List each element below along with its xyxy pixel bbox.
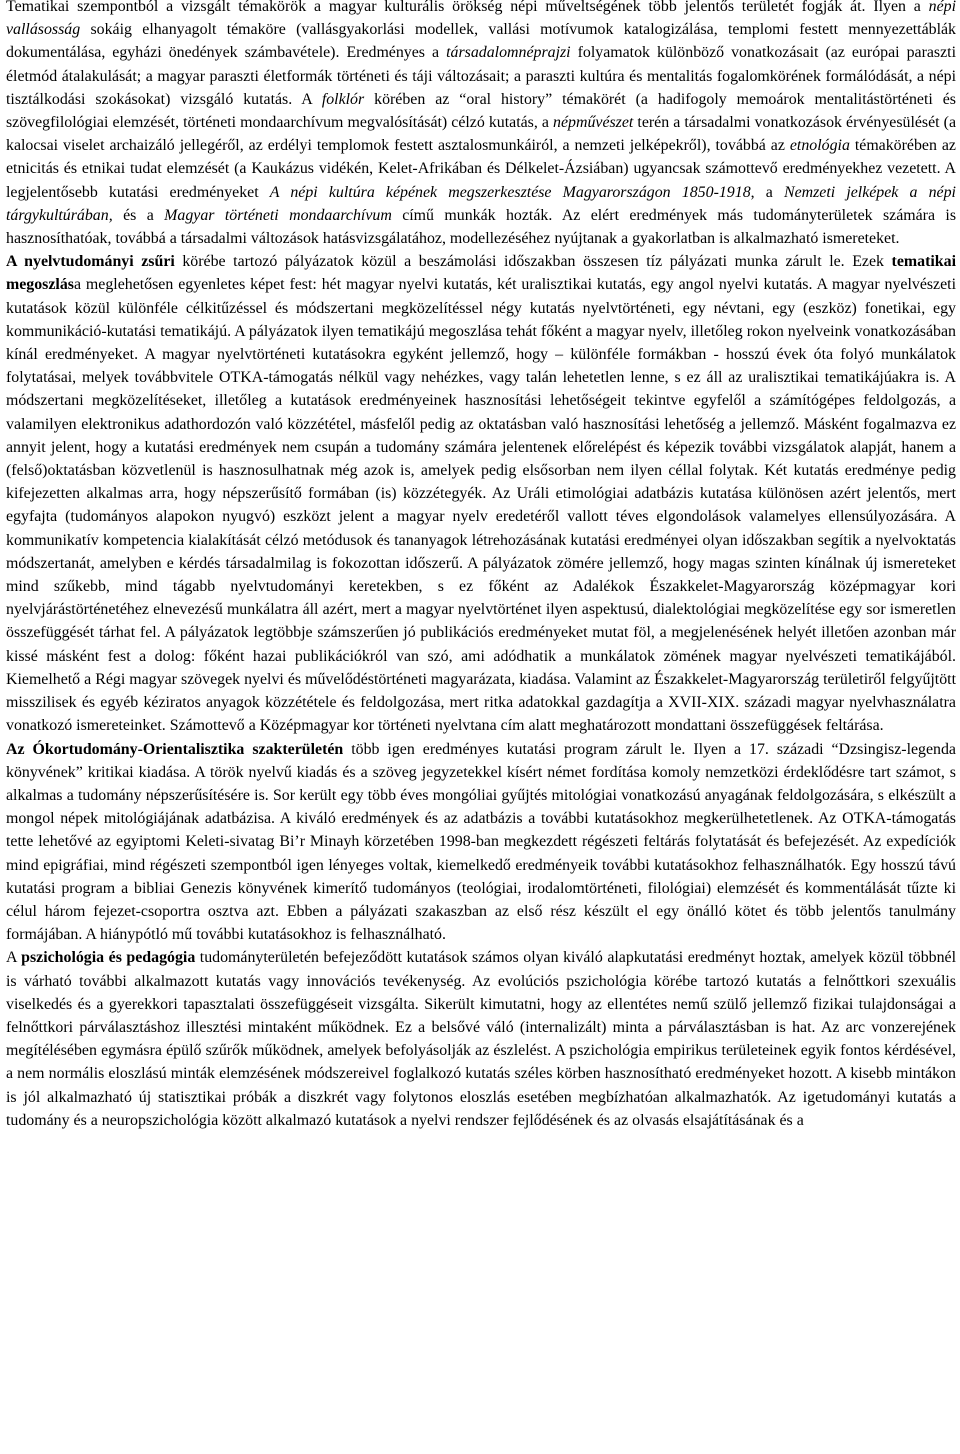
- text-run: több igen eredményes kutatási program zárult le. Ilyen a 17. századi “Dzsingisz-legenda könyvének” kritikai kiadása. A török nyelvű kiadás és a szöveg jegyzetekkel kísért német fordítása komoly nemzetközi érdeklődésre tart számot, s alkalmas a tudomány népszerűsítésére is. Sor került egy több éves mongóliai gyűjtés mitológiai vonatkozású anyagának feldolgozására, s elkészült a mongol népek mitológiájának adatbázisa. A kiváló eredmények és az adatbázis a további kutatásokhoz megkerülhetetlenek. Az OTKA-támogatás tette lehetővé az egyiptomi Keleti-sivatag Bi’r Minayh körzetében 1998-ban megkezdett régészeti feltárás folytatását és befejezését. Az expedíciók mind epigráfiai, mind régészeti szempontból igen lényeges voltak, kiemelkedő eredményeik további kutatásokhoz felhasználhatók. Egy hosszú távú kutatási program a bibliai Genezis könyvének kimerítő tudományos (teológiai, irodalomtörténeti, filológiai) elemzését és kommentálását tűzte ki célul három fejezet-csoportra osztva azt. Ebben a pályázati szakaszban az első rész készült el egy önálló kötet és több jelentős tanulmány formájában. A hiánypótló mű további kutatásokhoz is felhasználható.: [6, 740, 956, 944]
- paragraph-linguistics: [6, 250, 956, 737]
- text-run: és a: [112, 206, 165, 224]
- bold-text-run: pszichológia és pedagógia: [21, 949, 196, 967]
- bold-text-run: Az Ókortudomány-Orientalisztika szakterületén: [6, 740, 344, 758]
- paragraph-ethnography: [6, 0, 956, 250]
- italic-text-run: népművészet: [553, 114, 634, 132]
- text-run: a meglehetősen egyenletes képet fest: hét magyar nyelvi kutatás, két uralisztikai kutatás, egy angol nyelvi kutatás. A magyar nyelvészeti kutatások közül különféle célkitűzéssel és módszertani megközelítéssel négy kutatás nyelvtörténeti, egy névtani, egy (eszköz) fonetikai, egy kommunikáció-kutatási tematikájú. A pályázatok ilyen tematikájú megoszlása tehát főként a magyar nyelv, illetőleg rokon nyelveink vonatkozásában kínál eredményeket. A magyar nyelvtörténeti kutatásokra egyként jellemző, hogy – különféle formákban - hosszú évek óta folyó munkálatok folytatásai, melyek továbbvitele OTKA-támogatás nélkül vagy nehézkes, vagy talán lehetetlen lenne, s ez áll az uralisztikai tematikájúakra is. A módszertani megközelítéseket, illetőleg a kutatások eredményeinek hasznosítási lehetőségeit tekintve egyfelől a számítógépes feldolgozás, a valamilyen elektronikus adathordozón való közzététel, másfelől pedig az oktatásban való hasznosítási lehetőség a jellemző. Másként fogalmazva ez annyit jelent, hogy a kutatási eredmények nem csupán a tudomány számára jelentenek előrelépést és képezik további vizsgálatok alapját, hanem a (felső)oktatásban közvetlenül is hasznosulhatnak még azok is, amelyek pedig elsősorban nem ilyen céllal folytak. Két kutatás eredménye pedig kifejezetten alkalmas arra, hogy népszerűsítő formában (is) közzétegyék. Az Uráli etimológiai adatbázis kutatása különösen azért jelentős, mert egyfajta (tudományos alapokon nyugvó) eszközt jelent a magyar nyelv eredetéről vallott téves elgondolások valamelyes ellensúlyozására. A kommunikatív kompetencia kialakítását célzó metódusok és tananyagok létrehozásának kutatási eredményei olyan időszakban segítik a nyelvoktatás módszertanát, amelyben e kérdés társadalmilag is fokozottan időszerű. A pályázatok zömére jellemző, hogy magas szinten kínálnak új ismereteket mind szűkebb, mind tágabb nyelvtudományi keretekben, s ez főként az Adalékok Északkelet-Magyarország középmagyar kori nyelvjárástörténetéhez elnevezésű munkálatra áll azért, mert a magyar nyelvtörténet ilyen aspektusú, dialektológiai megközelítése egy sor ismeretlen összefüggését tárhat fel. A pályázatok legtöbbje számszerűen jó publikációs eredményeket mutat föl, a megjelenésének helyét illetően azonban már kissé másként fest a dolog: főként hazai publikációkról van szó, ami adódhatik a munkálatok zömének magyar nyelvészeti tematikájából. Kiemelhető a Régi magyar szövegek nyelvi és művelődéstörténeti magyarázata, kiadása. Valamint az Északkelet-Magyarország területiről felgyűjtött misszilisek és egyéb kéziratos anyagok közzététele és feldolgozása, mert ritka adatokkal gazdagítja a XVII-XIX. századi magyar nyelvhasználatra vonatkozó ismereteinket. Számottevő a Középmagyar kor történeti nyelvtana cím alatt meghatározott mondattani összefüggések feltárása.: [6, 276, 956, 735]
- italic-text-run: etnológia: [789, 137, 850, 155]
- text-run: című munkák hozták. Az elért eredmények más tudományterületek számára is hasznosíthatóak, továbbá a társadalmi változások hatásvizsgálatához, modellezéséhez nyújtanak a gyakorlatban is alkalmazható ismereteket.: [6, 206, 957, 248]
- italic-text-run: társadalomnéprajzi: [446, 44, 571, 62]
- text-run: körében az “oral history” témakörét (a hadifogoly memoárok mentalitástörténeti és szövegfilológiai elemzését, történeti mondaarchívum megvalósítását) célzó kutatás, a: [6, 90, 956, 132]
- text-run: körébe tartozó pályázatok közül a beszámolási időszakban összesen tíz pályázati munka zárult le. Ezek: [174, 253, 892, 271]
- text-run: témakörében az etnicitás és etnikai tudat elemzését (a Kaukázus vidékén, Kelet-Afrikában és Délkelet-Ázsiában) ugyancsak számottevő eredményekhez vezetett. A legjelentősebb kutatási eredményeket: [6, 137, 956, 201]
- italic-text-run: folklór: [321, 90, 365, 108]
- italic-text-run: népi vallásosság: [6, 0, 956, 39]
- text-run: , a: [750, 183, 784, 201]
- bold-text-run: A nyelvtudományi zsűri: [6, 253, 175, 271]
- paragraph-classics-orientalism: [6, 738, 956, 947]
- italic-text-run: A népi kultúra képének megszerkesztése Magyarországon 1850-1918: [269, 183, 751, 201]
- text-run: terén a társadalmi vonatkozások érvényesülését (a kalocsai viselet archaizáló jellegéről, az erdélyi templomok festett asztalosmunkáiról, a nemzeti jelképekről), továbbá az: [6, 114, 957, 155]
- text-run: tudományterületén befejeződött kutatások számos olyan kiváló alapkutatási eredményt hoztak, amelyek közül többnél is várható további alkalmazott kutatás vagy innovációs tevékenység. Az evolúciós pszichológia körébe tartozó kutatás a felnőttkori szexuális viselkedés és a gyerekkori tapasztalati összefüggéseit vizsgálta. Sikerült kimutatni, hogy az ellentétes nemű szülő jellemző fizikai tulajdonságai a felnőttkori párválasztáshoz illesztési mintaként működnek. Ez a belsővé váló (internalizált) minta a párválasztásban is hat. Az arc vonzerejének megítélésében egymásra épülő szűrők működnek, amelyek befolyásolják az észlelést. A pszichológia empirikus területeinek egyik fontos kérdésével, a nem normális eloszlású minták elemzésének módszereivel foglalkozó kutatás széles körben hasznosítható eredményeket hozott. A kisebb mintákon is jól alkalmazható új statisztikai próbák a diszkrét vagy folytonos eloszlás esetében megbízhatóan alkalmazhatók. Az igetudományi kutatás a tudomány és a neuropszichológia között alkalmazó kutatások a nyelvi rendszer fejlődésének és az olvasás elsajátításának és a: [6, 949, 957, 1129]
- bold-text-run: tematikai megoszlás: [6, 253, 956, 294]
- italic-text-run: Nemzeti jelképek a népi tárgykultúrában,: [6, 183, 956, 224]
- text-run: A: [6, 949, 22, 967]
- italic-text-run: Magyar történeti mondaarchívum: [164, 206, 392, 224]
- text-run: sokáig elhanyagolt témaköre (vallásgyakorlási modellek, vallási motívumok katalogizálása, templomi festett mennyezettáblák dokumentálása, egyházi önedények számbavétele). Eredményes a: [6, 21, 956, 62]
- text-run: folyamatok különböző vonatkozásait (az európai paraszti életmód átalakulását; a magyar paraszti életformák történeti és táji változásait; a paraszti kultúra és mentalitás fogalomkörének formálódását, a népi tisztálkodási szokásokat) vizsgáló kutatás. A: [6, 44, 956, 108]
- paragraph-psychology-pedagogy: [6, 946, 956, 1132]
- text-run: Tematikai szempontból a vizsgált témakörök a magyar kulturális örökség népi műveltségének több jelentős területét fogják át. Ilyen a: [6, 0, 929, 15]
